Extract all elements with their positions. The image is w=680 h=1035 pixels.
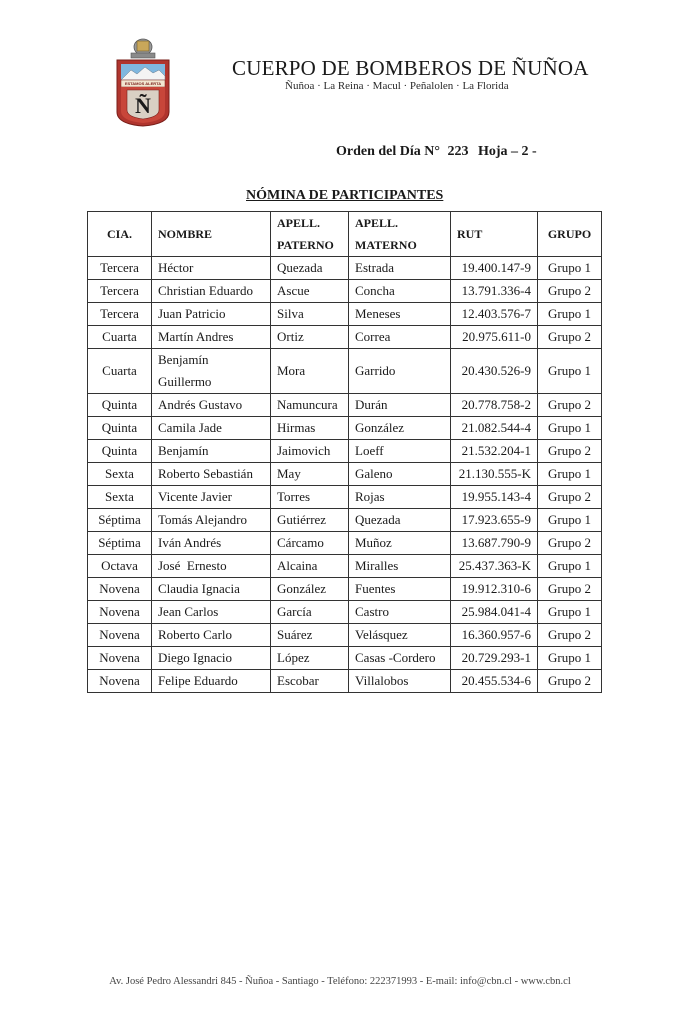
- sheet-label: Hoja – 2 -: [478, 144, 537, 159]
- table-row: [88, 624, 602, 647]
- cell-cia: Sexta: [88, 463, 152, 486]
- cell-rut: 19.955.143-4: [451, 486, 538, 509]
- cell-nombre: Tomás Alejandro: [152, 509, 271, 532]
- cell-cia: Novena: [88, 601, 152, 624]
- footer-contact: Av. José Pedro Alessandri 845 - Ñuñoa - Santiago - Teléfono: 222371993 - E-mail: info@cbn.cl - www.cbn.cl: [109, 976, 571, 987]
- cell-nombre: Camila Jade: [152, 417, 271, 440]
- cell-nombre-line1: Benjamín: [158, 352, 209, 367]
- cell-materno: Meneses: [349, 303, 451, 326]
- cell-materno: Casas -Cordero: [349, 647, 451, 670]
- header-cia: CIA.: [88, 212, 152, 257]
- cell-cia: Tercera: [88, 257, 152, 280]
- cell-materno: Concha: [349, 280, 451, 303]
- table-row: [88, 647, 602, 670]
- cell-paterno: May: [271, 463, 349, 486]
- cell-nombre: [152, 349, 271, 394]
- cell-rut: 13.687.790-9: [451, 532, 538, 555]
- cell-grupo: Grupo 2: [538, 440, 602, 463]
- cell-grupo: Grupo 2: [538, 532, 602, 555]
- cell-grupo: Grupo 1: [538, 303, 602, 326]
- table-row: [88, 326, 602, 349]
- cell-rut: 20.430.526-9: [451, 349, 538, 394]
- cell-rut: 17.923.655-9: [451, 509, 538, 532]
- cell-paterno: Alcaina: [271, 555, 349, 578]
- cell-nombre: Felipe Eduardo: [152, 670, 271, 693]
- cell-materno: Correa: [349, 326, 451, 349]
- order-number: 223: [447, 144, 469, 159]
- cell-paterno: Escobar: [271, 670, 349, 693]
- table-row: [88, 670, 602, 693]
- cell-paterno: Quezada: [271, 257, 349, 280]
- header-apellido-materno: [349, 212, 451, 257]
- logo-motto-text: ESTAMOS ALERTA: [124, 81, 162, 86]
- cell-paterno: Silva: [271, 303, 349, 326]
- table-row: [88, 509, 602, 532]
- cell-rut: 20.455.534-6: [451, 670, 538, 693]
- cell-grupo: Grupo 1: [538, 463, 602, 486]
- cell-cia: Sexta: [88, 486, 152, 509]
- cell-paterno: Torres: [271, 486, 349, 509]
- cell-grupo: Grupo 2: [538, 624, 602, 647]
- table-row: [88, 601, 602, 624]
- header-paterno-line2: PATERNO: [277, 238, 334, 252]
- cell-cia: Novena: [88, 670, 152, 693]
- cell-grupo: Grupo 1: [538, 509, 602, 532]
- table-row: [88, 486, 602, 509]
- cell-nombre: Diego Ignacio: [152, 647, 271, 670]
- cell-nombre: Juan Patricio: [152, 303, 271, 326]
- cell-nombre: Vicente Javier: [152, 486, 271, 509]
- cell-cia: Novena: [88, 647, 152, 670]
- cell-materno: Fuentes: [349, 578, 451, 601]
- cell-materno: Muñoz: [349, 532, 451, 555]
- cell-cia: Tercera: [88, 280, 152, 303]
- cell-cia: Novena: [88, 578, 152, 601]
- cell-rut: 20.778.758-2: [451, 394, 538, 417]
- cell-materno: Galeno: [349, 463, 451, 486]
- cell-materno: Castro: [349, 601, 451, 624]
- cell-nombre: Martín Andres: [152, 326, 271, 349]
- cell-rut: 20.729.293-1: [451, 647, 538, 670]
- header-rut: RUT: [451, 212, 538, 257]
- cell-cia: Quinta: [88, 417, 152, 440]
- cell-rut: 12.403.576-7: [451, 303, 538, 326]
- cell-nombre: Roberto Carlo: [152, 624, 271, 647]
- cell-materno: Quezada: [349, 509, 451, 532]
- table-row: [88, 349, 602, 394]
- cell-grupo: Grupo 1: [538, 555, 602, 578]
- cell-nombre: Benjamín: [152, 440, 271, 463]
- cell-cia: Cuarta: [88, 326, 152, 349]
- cell-paterno: García: [271, 601, 349, 624]
- cell-nombre: Claudia Ignacia: [152, 578, 271, 601]
- table-row: [88, 532, 602, 555]
- cell-grupo: Grupo 2: [538, 394, 602, 417]
- cell-paterno: López: [271, 647, 349, 670]
- table-header-row: [88, 212, 602, 257]
- cell-grupo: Grupo 1: [538, 417, 602, 440]
- cell-nombre: Roberto Sebastián: [152, 463, 271, 486]
- cell-nombre: Iván Andrés: [152, 532, 271, 555]
- table-row: [88, 463, 602, 486]
- order-of-day-line: [336, 144, 537, 160]
- cell-cia: Quinta: [88, 394, 152, 417]
- table-row: [88, 417, 602, 440]
- participants-table: [87, 211, 602, 693]
- header-apellido-paterno: [271, 212, 349, 257]
- header-materno-line1: APELL.: [355, 216, 399, 230]
- cell-cia: Cuarta: [88, 349, 152, 394]
- cell-nombre-line2: Guillermo: [158, 374, 212, 389]
- logo-letter-text: Ñ: [135, 93, 151, 118]
- communes-line: Ñuñoa · La Reina · Macul · Peñalolen · La Florida: [285, 80, 509, 92]
- cell-nombre: Andrés Gustavo: [152, 394, 271, 417]
- table-row: [88, 257, 602, 280]
- cell-rut: 19.400.147-9: [451, 257, 538, 280]
- cell-paterno: Ascue: [271, 280, 349, 303]
- cell-grupo: Grupo 2: [538, 670, 602, 693]
- cell-paterno: González: [271, 578, 349, 601]
- cell-cia: Quinta: [88, 440, 152, 463]
- cell-rut: 21.532.204-1: [451, 440, 538, 463]
- cell-rut: 25.437.363-K: [451, 555, 538, 578]
- table-row: [88, 578, 602, 601]
- order-label: Orden del Día N°: [336, 144, 440, 159]
- cell-cia: Novena: [88, 624, 152, 647]
- cell-nombre: Christian Eduardo: [152, 280, 271, 303]
- cell-nombre: José Ernesto: [152, 555, 271, 578]
- cell-materno: Villalobos: [349, 670, 451, 693]
- cell-grupo: Grupo 2: [538, 578, 602, 601]
- organization-name: CUERPO DE BOMBEROS DE ÑUÑOA: [232, 56, 589, 80]
- table-row: [88, 394, 602, 417]
- cell-materno: Durán: [349, 394, 451, 417]
- cell-cia: Séptima: [88, 509, 152, 532]
- cell-grupo: Grupo 1: [538, 601, 602, 624]
- table-row: [88, 440, 602, 463]
- cell-cia: Tercera: [88, 303, 152, 326]
- cell-grupo: Grupo 2: [538, 280, 602, 303]
- cell-materno: Loeff: [349, 440, 451, 463]
- cell-paterno: Namuncura: [271, 394, 349, 417]
- header-nombre: NOMBRE: [152, 212, 271, 257]
- cell-rut: 21.130.555-K: [451, 463, 538, 486]
- cell-rut: 25.984.041-4: [451, 601, 538, 624]
- cell-paterno: Mora: [271, 349, 349, 394]
- cell-materno: Estrada: [349, 257, 451, 280]
- cell-nombre: Héctor: [152, 257, 271, 280]
- cell-paterno: Suárez: [271, 624, 349, 647]
- cell-grupo: Grupo 1: [538, 647, 602, 670]
- cell-grupo: Grupo 1: [538, 257, 602, 280]
- cell-grupo: Grupo 2: [538, 486, 602, 509]
- cell-materno: Velásquez: [349, 624, 451, 647]
- cell-materno: González: [349, 417, 451, 440]
- cell-nombre: Jean Carlos: [152, 601, 271, 624]
- cell-grupo: Grupo 2: [538, 326, 602, 349]
- cell-paterno: Ortiz: [271, 326, 349, 349]
- table-row: [88, 555, 602, 578]
- cell-materno: Garrido: [349, 349, 451, 394]
- cell-cia: Octava: [88, 555, 152, 578]
- table-row: [88, 303, 602, 326]
- cell-paterno: Hirmas: [271, 417, 349, 440]
- cell-materno: Miralles: [349, 555, 451, 578]
- header-paterno-line1: APELL.: [277, 216, 321, 230]
- cell-rut: 21.082.544-4: [451, 417, 538, 440]
- fire-department-logo: [113, 38, 173, 128]
- cell-grupo: Grupo 1: [538, 349, 602, 394]
- cell-rut: 16.360.957-6: [451, 624, 538, 647]
- cell-paterno: Cárcamo: [271, 532, 349, 555]
- table-row: [88, 280, 602, 303]
- cell-paterno: Gutiérrez: [271, 509, 349, 532]
- cell-cia: Séptima: [88, 532, 152, 555]
- cell-rut: 20.975.611-0: [451, 326, 538, 349]
- cell-rut: 13.791.336-4: [451, 280, 538, 303]
- cell-paterno: Jaimovich: [271, 440, 349, 463]
- header-grupo: GRUPO: [538, 212, 602, 257]
- cell-rut: 19.912.310-6: [451, 578, 538, 601]
- section-title: NÓMINA DE PARTICIPANTES: [246, 188, 444, 203]
- header-materno-line2: MATERNO: [355, 238, 417, 252]
- cell-materno: Rojas: [349, 486, 451, 509]
